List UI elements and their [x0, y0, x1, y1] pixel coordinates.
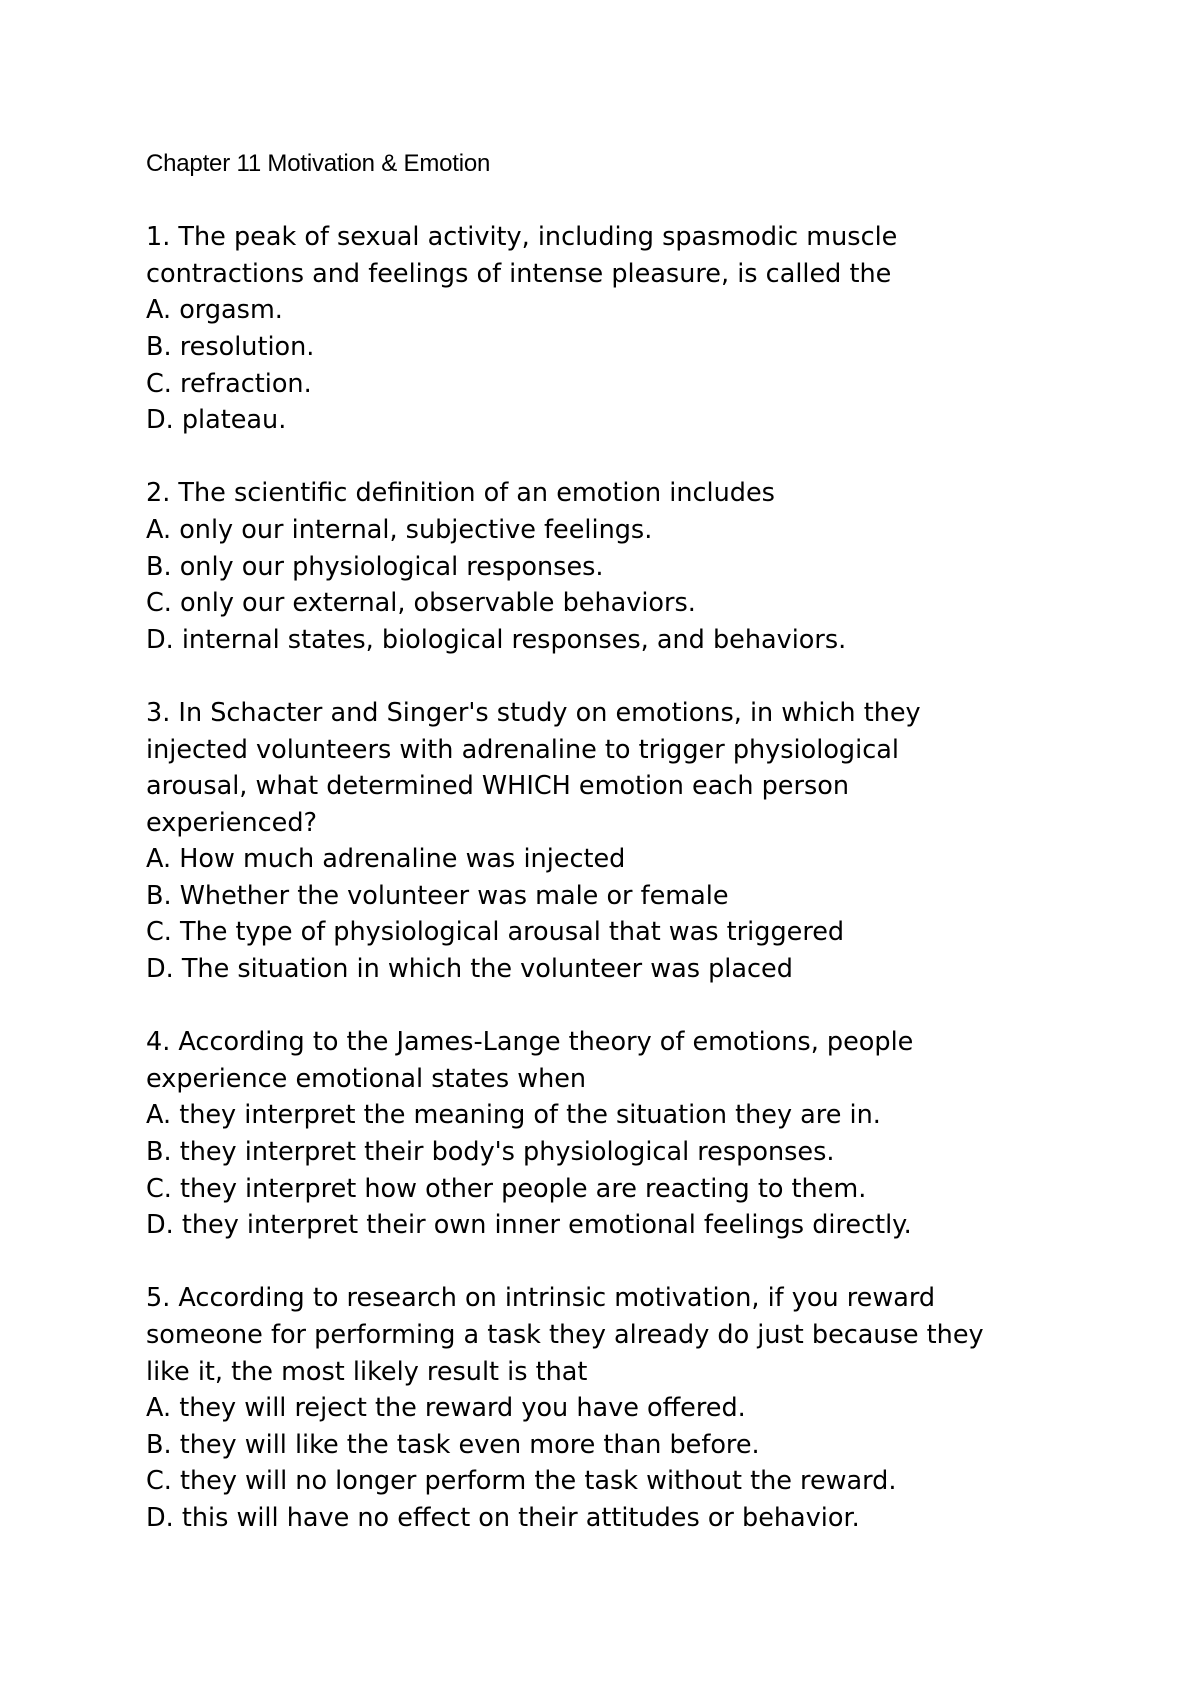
document-body: [146, 146, 1106, 1573]
question-stem-line: 1. The peak of sexual activity, including spasmodic muscle: [146, 222, 898, 253]
question-stem-line: 4. According to the James-Lange theory of emotions, people: [146, 1027, 914, 1058]
answer-option-a: A. they will reject the reward you have offered.: [146, 1393, 746, 1424]
question-stem-line: someone for performing a task they already do just because they: [146, 1320, 984, 1350]
answer-option-d: D. The situation in which the volunteer was placed: [146, 954, 793, 985]
question-stem-line: contractions and feelings of intense pleasure, is called the: [146, 258, 892, 289]
answer-option-d: D. plateau.: [146, 405, 287, 436]
question-5: [146, 1280, 1106, 1536]
answer-option-c: C. they will no longer perform the task without the reward.: [146, 1466, 897, 1497]
answer-option-a: A. orgasm.: [146, 295, 283, 326]
question-stem-line: experience emotional states when: [146, 1063, 587, 1094]
question-stem-line: like it, the most likely result is that: [146, 1356, 588, 1387]
answer-option-a: A. they interpret the meaning of the situation they are in.: [146, 1100, 881, 1131]
answer-option-a: A. only our internal, subjective feelings.: [146, 514, 653, 545]
question-stem-line: 5. According to research on intrinsic motivation, if you reward: [146, 1283, 936, 1314]
question-1: [146, 219, 1106, 439]
answer-option-c: C. only our external, observable behaviors.: [146, 588, 696, 619]
question-stem-line: arousal, what determined WHICH emotion each person: [146, 771, 850, 802]
answer-option-c: C. they interpret how other people are reacting to them.: [146, 1173, 867, 1204]
answer-option-c: C. The type of physiological arousal that was triggered: [146, 917, 845, 948]
answer-option-a: A. How much adrenaline was injected: [146, 844, 626, 875]
question-4: [146, 1024, 1106, 1244]
answer-option-b: B. they will like the task even more than before.: [146, 1429, 760, 1460]
question-stem-line: experienced?: [146, 807, 318, 838]
answer-option-b: B. they interpret their body's physiological responses.: [146, 1137, 835, 1168]
question-3: [146, 695, 1106, 988]
question-stem-line: injected volunteers with adrenaline to trigger physiological: [146, 734, 899, 765]
question-2: [146, 475, 1106, 658]
question-stem-line: 2. The scientific definition of an emotion includes: [146, 478, 775, 509]
answer-option-d: D. internal states, biological responses, and behaviors.: [146, 624, 847, 655]
question-stem-line: 3. In Schacter and Singer's study on emotions, in which they: [146, 697, 921, 728]
answer-option-c: C. refraction.: [146, 368, 312, 399]
answer-option-b: B. only our physiological responses.: [146, 551, 604, 582]
answer-option-d: D. this will have no effect on their attitudes or behavior.: [146, 1502, 860, 1533]
answer-option-b: B. resolution.: [146, 331, 315, 362]
answer-option-d: D. they interpret their own inner emotional feelings directly.: [146, 1210, 912, 1241]
answer-option-b: B. Whether the volunteer was male or female: [146, 880, 729, 911]
document-title: Chapter 11 Motivation & Emotion: [146, 150, 491, 177]
